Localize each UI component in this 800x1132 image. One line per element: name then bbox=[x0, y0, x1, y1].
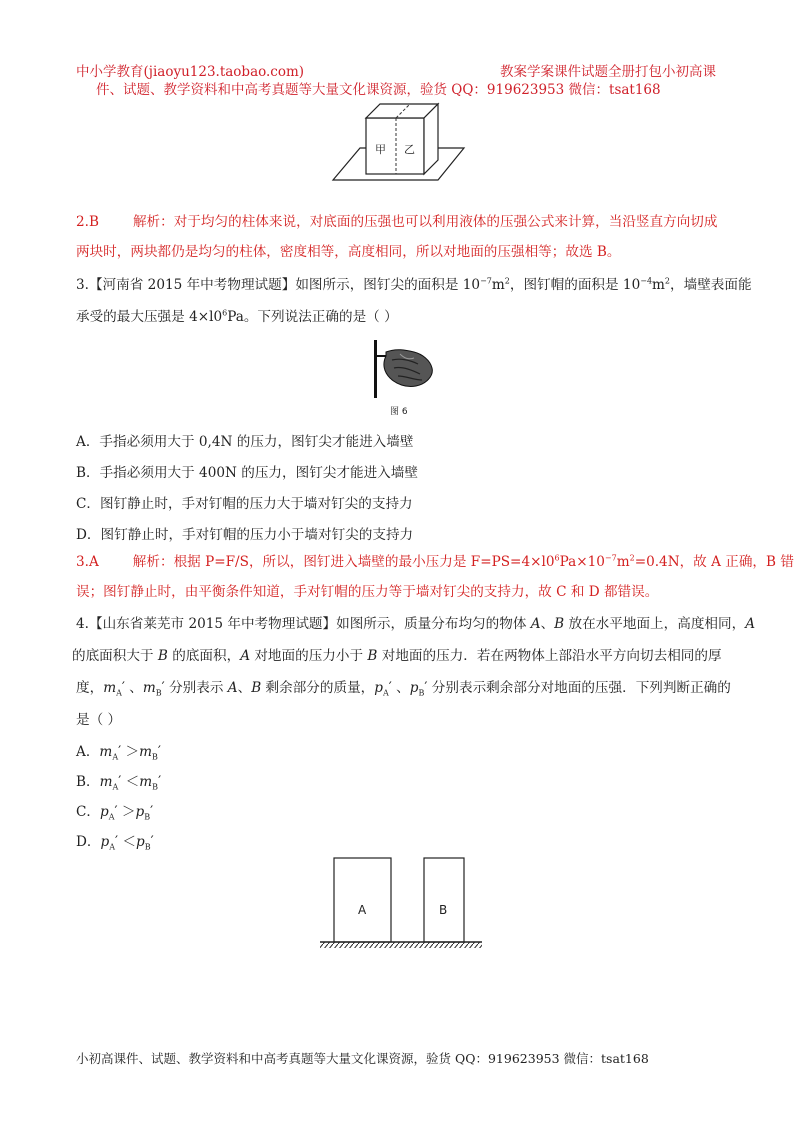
q2-explanation-line1: 2.B 解析：对于均匀的柱体来说，对底面的压强也可以利用液体的压强公式来计算，当沿竖直方向切成 bbox=[76, 214, 718, 230]
q2-answer: 2.B bbox=[76, 214, 99, 230]
footer-text: 小初高课件、试题、教学资料和中高考真题等大量文化课资源，验货 QQ：919623953 微信：tsat168 bbox=[76, 1051, 649, 1066]
figure-caption: 图 6 bbox=[390, 407, 408, 417]
q4-stem-line1: 4.【山东省莱芜市 2015 年中考物理试题】如图所示，质量分布均匀的物体 A、B 放在水平地面上，高度相同，A bbox=[76, 616, 756, 632]
ground-hatching bbox=[320, 942, 482, 948]
header-left: 中小学教育(jiaoyu123.taobao.com) bbox=[76, 64, 305, 80]
block-a-label: A bbox=[358, 903, 367, 917]
q3-answer: 3.A bbox=[76, 554, 99, 570]
q3-stem-line2: 承受的最大压强是 $4\times l0^6Pa$。下列说法正确的是（ ） bbox=[76, 308, 398, 325]
blocks-figure bbox=[318, 854, 484, 950]
block-b-label: B bbox=[439, 903, 448, 917]
q3-option-d: D．图钉静止时，手对钉帽的压力小于墙对钉尖的支持力 bbox=[76, 527, 414, 543]
cube-label-yi: 乙 bbox=[404, 143, 415, 156]
cube-figure bbox=[330, 98, 470, 186]
q4-stem-line4: 是（ ） bbox=[76, 712, 122, 728]
q3-option-b: B．手指必须用大于 400N 的压力，图钉尖才能进入墙壁 bbox=[76, 465, 418, 481]
q4-stem-line3: 度，$m_A'$ 、$m_B'$ 分别表示 A、B 剩余部分的质量，$p_A'$ 、$p_B'$ 分别表示剩余部分对地面的压强．下列判断正确的 bbox=[76, 680, 731, 698]
q3-explanation-line1: 3.A 解析：根据 P=F/S，所以，图钉进入墙壁的最小压力是 $F=PS=4\times l0^6Pa\times 10^{-7}m^2=0.4N$，故 A 正确，B 错 bbox=[76, 553, 794, 570]
q3-option-c: C．图钉静止时，手对钉帽的压力大于墙对钉尖的支持力 bbox=[76, 496, 413, 512]
header-line2: 件、试题、教学资料和中高考真题等大量文化课资源，验货 QQ：919623953 微信：tsat168 bbox=[96, 82, 661, 98]
cube-label-jia: 甲 bbox=[375, 143, 386, 156]
q4-option-a: A．$m_A' >m_B'$ bbox=[76, 744, 161, 762]
q3-explanation-line2: 误；图钉静止时，由平衡条件知道，手对钉帽的压力等于墙对钉尖的支持力，故 C 和 D 都错误。 bbox=[76, 584, 659, 600]
block-b bbox=[424, 858, 464, 942]
q4-option-b: B．$m_A' <m_B'$ bbox=[76, 774, 162, 792]
header-right: 教案学案课件试题全册打包小初高课 bbox=[500, 64, 716, 80]
q2-explanation-line2: 两块时，两块都仍是均匀的柱体，密度相等，高度相同，所以对地面的压强相等；故选 B。 bbox=[76, 244, 621, 260]
q3-option-a: A．手指必须用大于 0,4N 的压力，图钉尖才能进入墙壁 bbox=[76, 434, 414, 450]
block-a bbox=[334, 858, 391, 942]
q4-option-c: C．$p_A' >p_B'$ bbox=[76, 804, 154, 822]
q3-stem-line1: 3.【河南省 2015 年中考物理试题】如图所示，图钉尖的面积是 $10^{-7}m^2$，图钉帽的面积是 $10^{-4}m^2$，墙壁表面能 bbox=[76, 276, 752, 293]
q4-option-d: D．$p_A' <p_B'$ bbox=[76, 834, 154, 852]
q4-stem-line2: 的底面积大于 B 的底面积，A 对地面的压力小于 B 对地面的压力．若在两物体上部沿水平方向切去相同的厚 bbox=[72, 648, 722, 664]
thumbtack-figure bbox=[370, 338, 440, 400]
